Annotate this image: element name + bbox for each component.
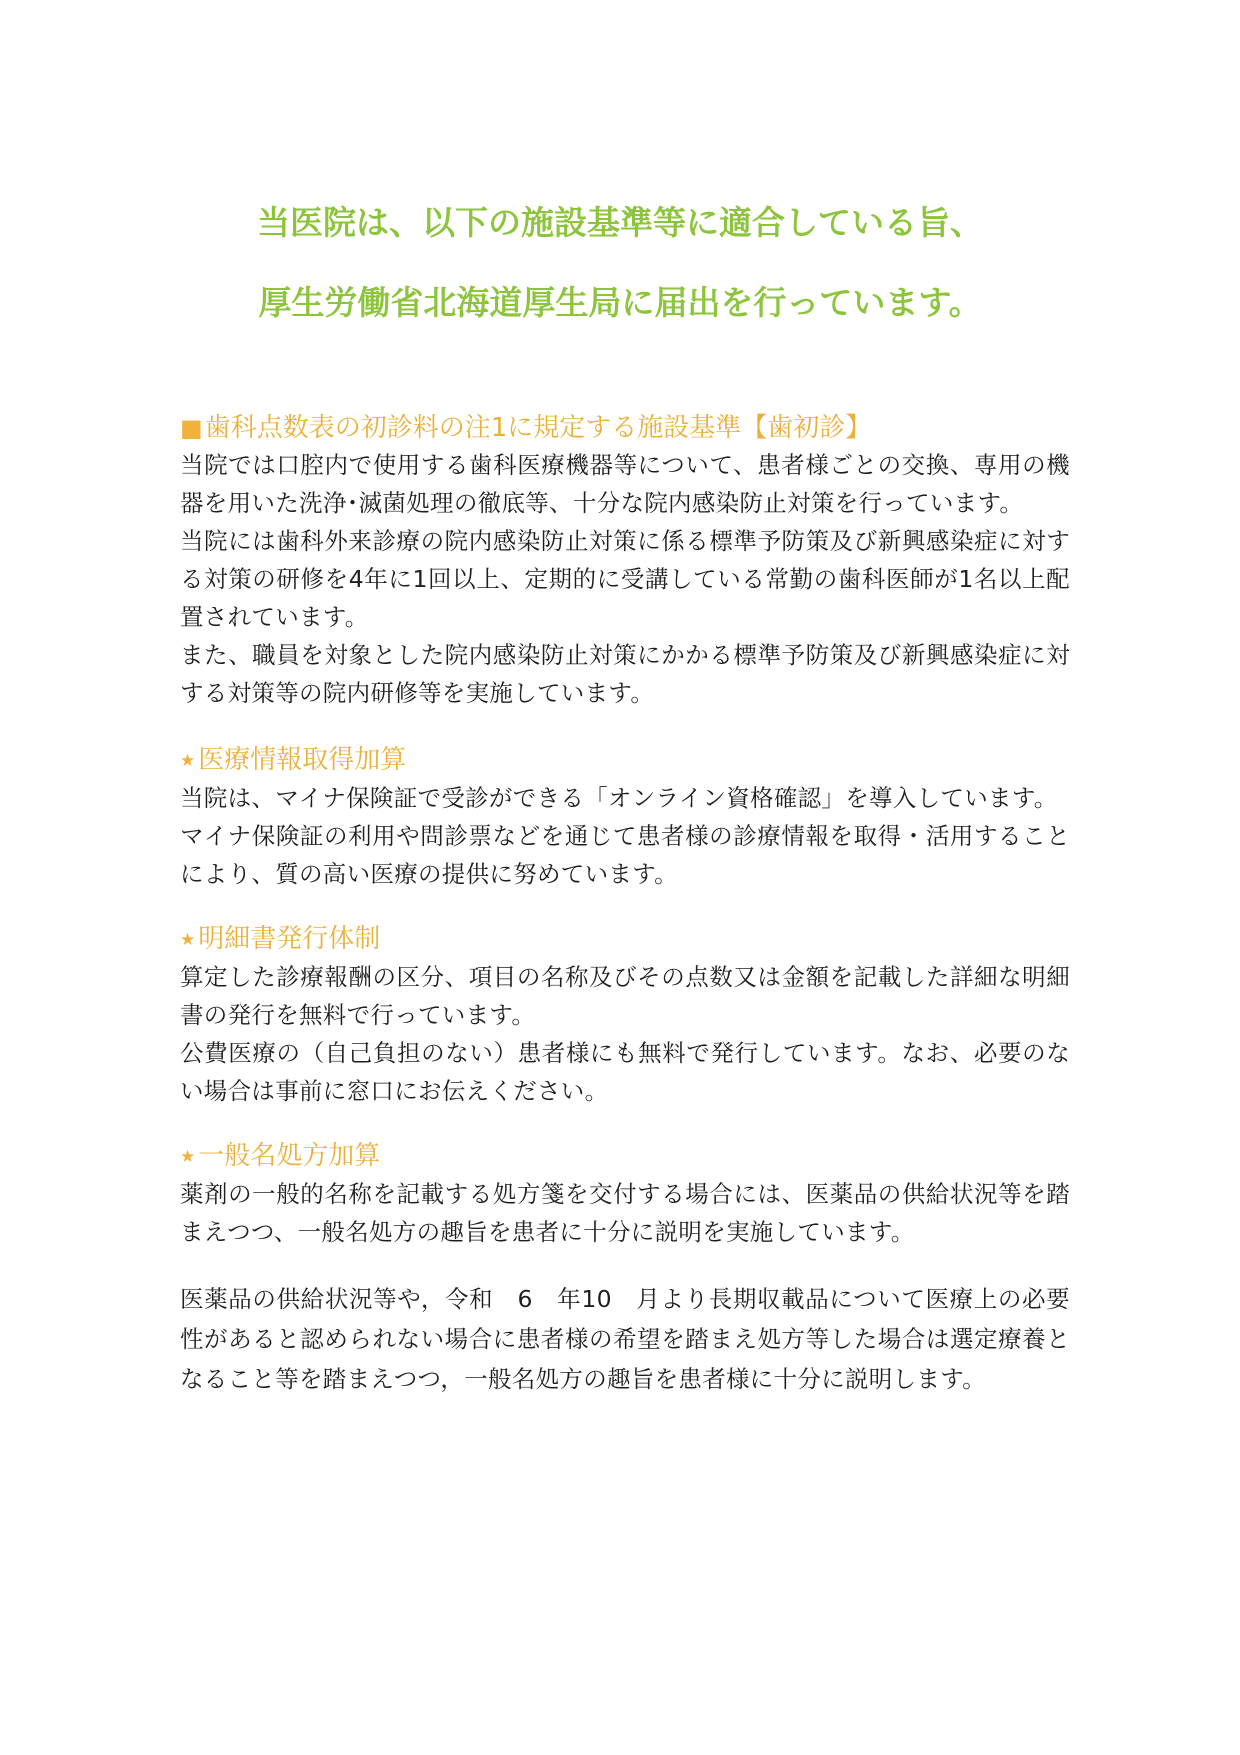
section-paragraph-extra: 医薬品の供給状況等や，令和 6 年10 月より長期収載品について医療上の必要性があると認められない場合に患者様の希望を踏まえ処方等した場合は選定療養となること等を踏まえつつ，一般名処方の趣旨を患者様に十分に説明します。 xyxy=(180,1285,1070,1393)
section-paragraph: 算定した診療報酬の区分、項目の名称及びその点数又は金額を記載した詳細な明細書の発行を無料で行っています。 xyxy=(180,963,1070,1029)
section-heading xyxy=(180,921,1070,958)
section-medical-info-acquisition xyxy=(180,742,1070,893)
document-body xyxy=(180,410,1070,1399)
section-paragraph: 当院は、マイナ保険証で受診ができる「オンライン資格確認」を導入しています。 xyxy=(180,784,1058,812)
section-heading-text: 明細書発行体制 xyxy=(198,924,381,954)
section-spacer xyxy=(180,1110,1070,1138)
section-heading-text: 歯科点数表の初診料の注1に規定する施設基準【歯初診】 xyxy=(204,413,872,443)
section-spacer xyxy=(180,712,1070,742)
section-paragraph: また、職員を対象とした院内感染防止対策にかかる標準予防策及び新興感染症に対する対策等の院内研修等を実施しています。 xyxy=(180,641,1070,707)
section-paragraph: マイナ保険証の利用や問診票などを通じて患者様の診療情報を取得・活用することにより、質の高い医療の提供に努めています。 xyxy=(180,822,1070,888)
section-paragraph: 当院には歯科外来診療の院内感染防止対策に係る標準予防策及び新興感染症に対する対策の研修を4年に1回以上、定期的に受講している常勤の歯科医師が1名以上配置されています。 xyxy=(180,527,1070,631)
section-heading-text: 一般名処方加算 xyxy=(198,1141,381,1171)
section-heading-text: 医療情報取得加算 xyxy=(198,745,407,775)
star-bullet-icon: ★ xyxy=(180,1147,196,1167)
section-heading xyxy=(180,1138,1070,1175)
page-title-line-1: 当医院は、以下の施設基準等に適合している旨、 xyxy=(257,203,983,242)
section-shoshin-facility-standard xyxy=(180,410,1070,712)
page-title-line-2: 厚生労働省北海道厚生局に届出を行っています。 xyxy=(258,283,982,322)
square-bullet-icon: ■ xyxy=(180,414,203,442)
section-heading xyxy=(180,742,1070,779)
star-bullet-icon: ★ xyxy=(180,751,196,771)
section-heading xyxy=(180,410,1070,446)
section-spacer xyxy=(180,893,1070,921)
paragraph-spacer xyxy=(180,1251,1070,1279)
section-paragraph: 公費医療の（自己負担のない）患者様にも無料で発行しています。なお、必要のない場合は事前に窓口にお伝えください。 xyxy=(180,1039,1070,1105)
section-paragraph: 当院では口腔内で使用する歯科医療機器等について、患者様ごとの交換、専用の機器を用いた洗浄･滅菌処理の徹底等、十分な院内感染防止対策を行っています。 xyxy=(180,451,1070,517)
section-paragraph: 薬剤の一般的名称を記載する処方箋を交付する場合には、医薬品の供給状況等を踏まえつつ、一般名処方の趣旨を患者に十分に説明を実施しています。 xyxy=(180,1180,1070,1246)
section-statement-issuance xyxy=(180,921,1070,1110)
star-bullet-icon: ★ xyxy=(180,930,196,950)
section-generic-name-prescription xyxy=(180,1138,1070,1399)
